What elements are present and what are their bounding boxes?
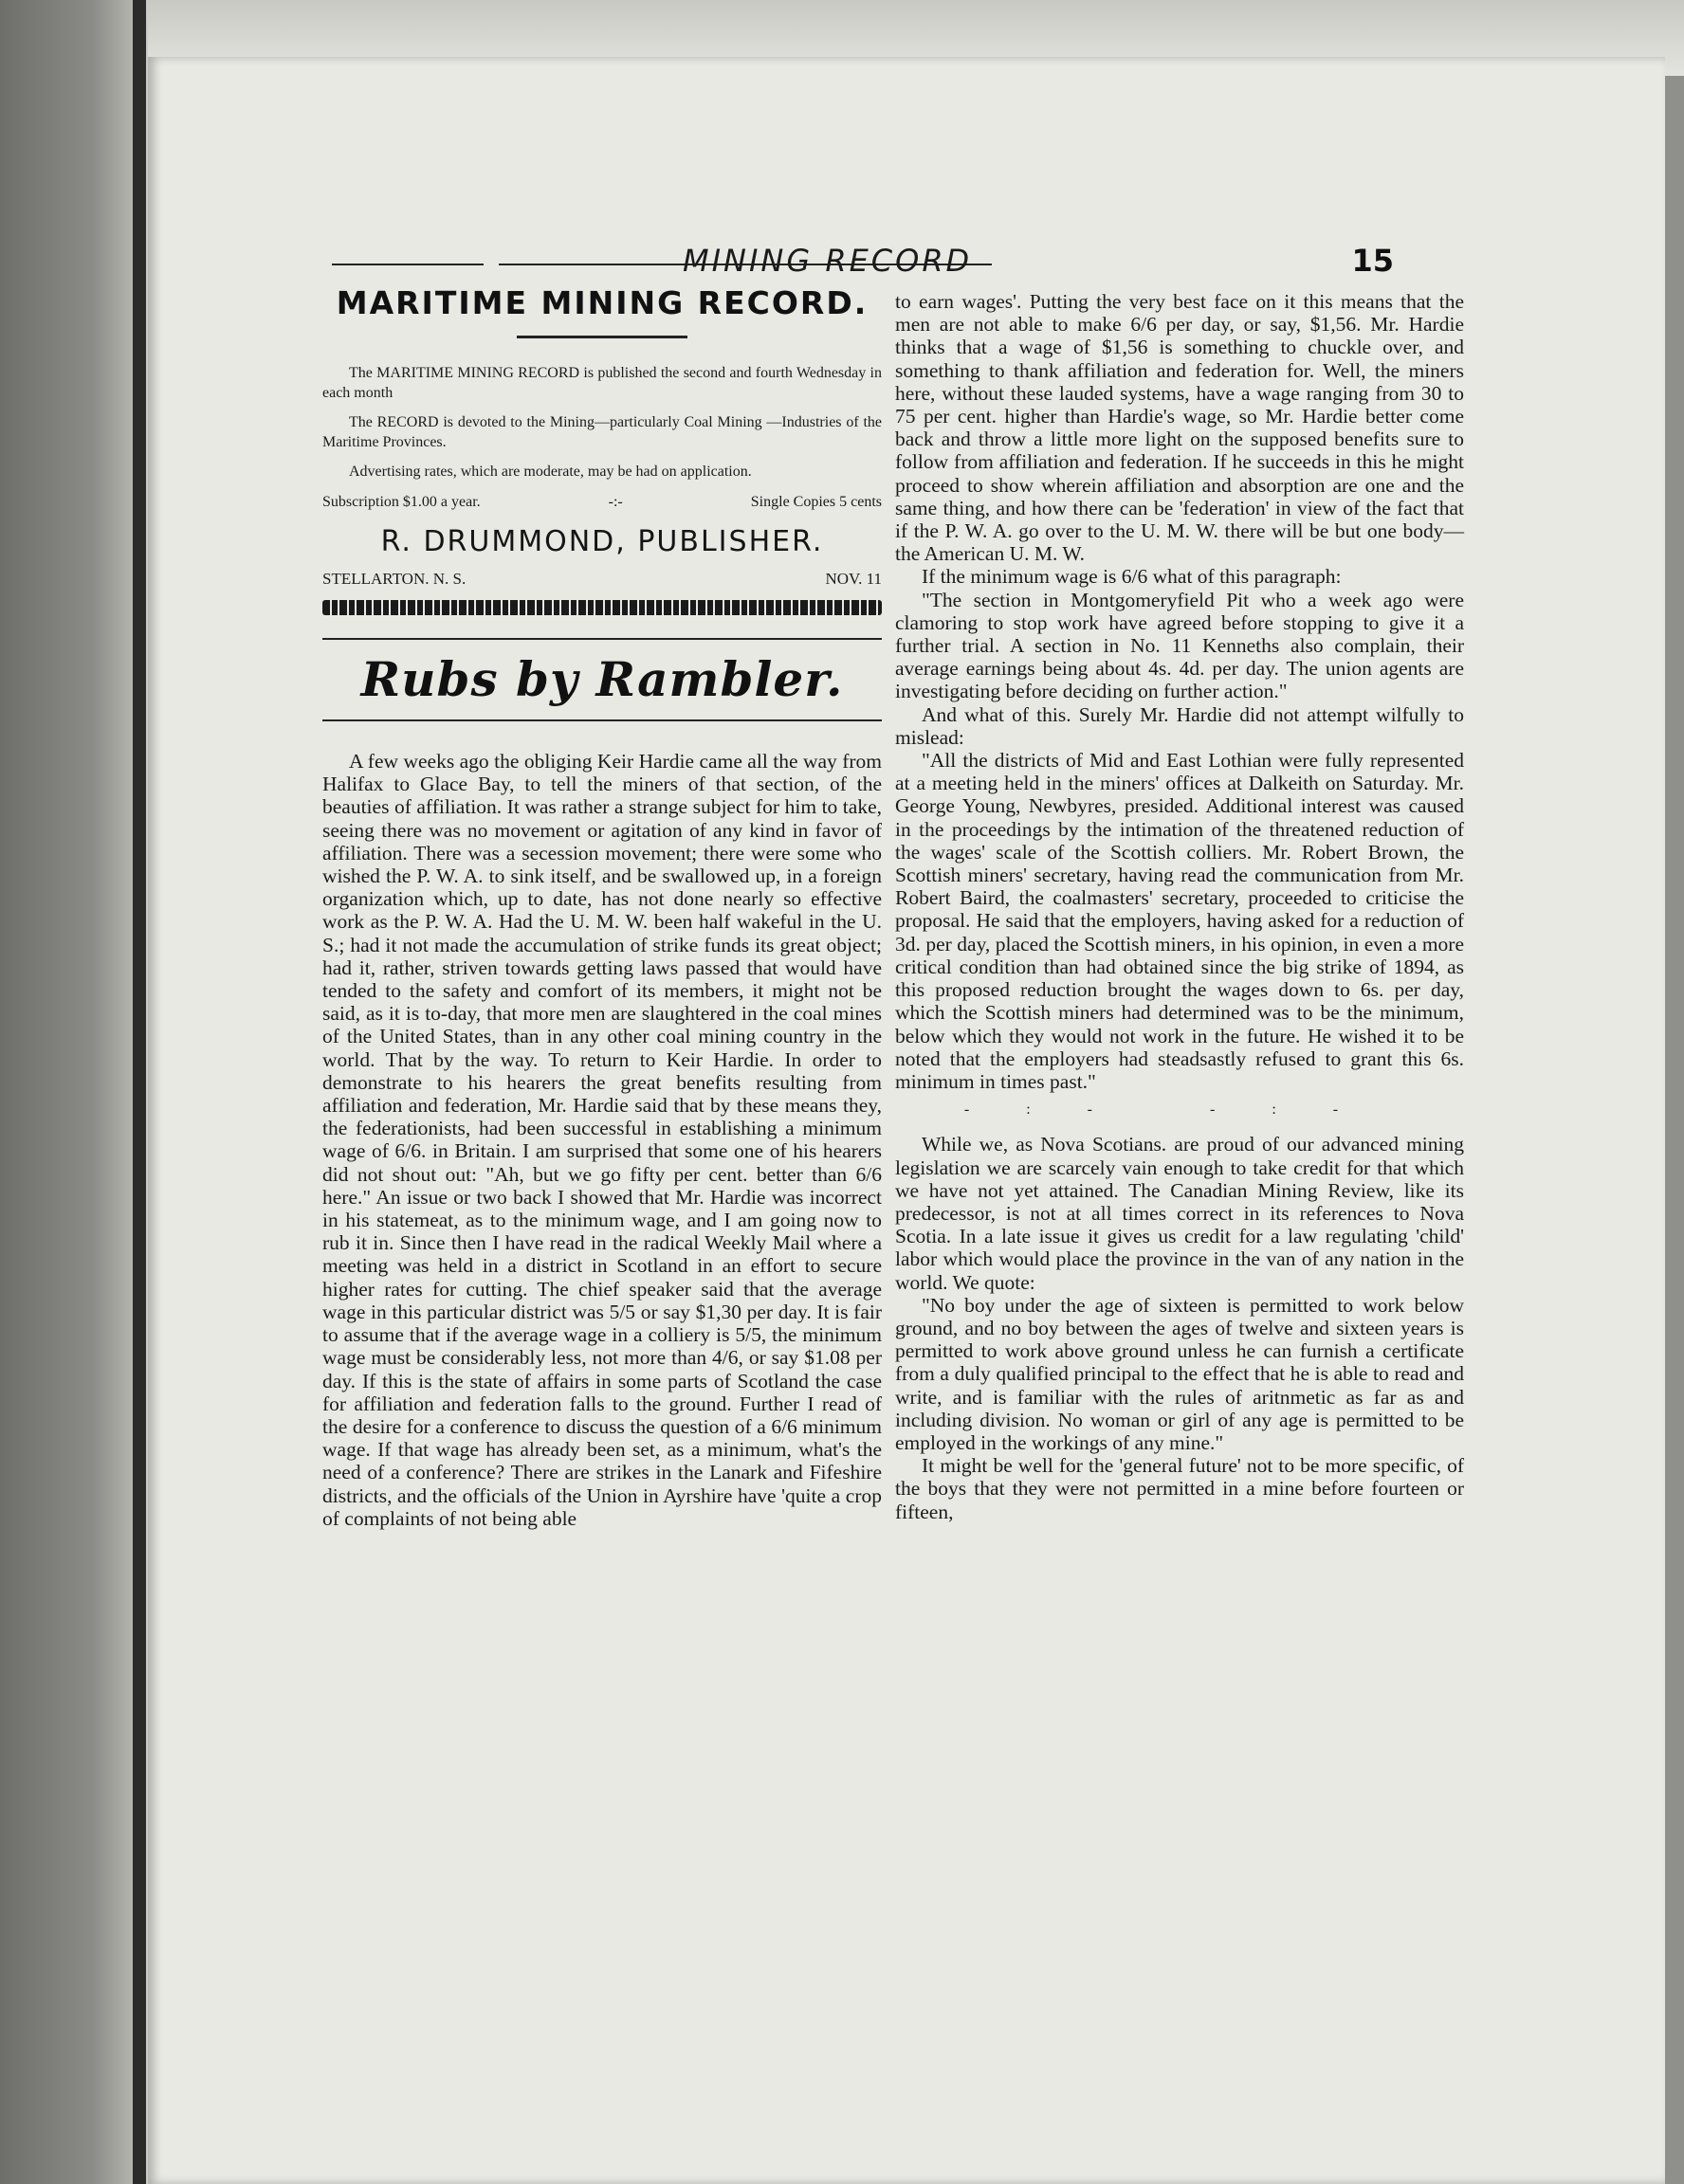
dateline [322,568,882,591]
place-text: STELLARTON. N. S. [322,569,467,588]
masthead-title: MARITIME MINING RECORD. [336,284,869,321]
left-column [322,284,882,1530]
page-number: 15 [1351,243,1394,279]
binding-edge [133,0,146,2184]
book-binding-shadow [0,0,152,2184]
article-paragraph: A few weeks ago the obliging Keir Hardie came all the way from Halifax to Glace Bay, to tell the miners of that section, of the beauties of affiliation. It was rather a strange subject for him to take, seeing there was no movement or agitation of any kind in favor of affiliation. There was a secession movement; there were some who wished the P. W. A. to sink itself, and be swallowed up, in a foreign organization which, up to date, has not done nearly so effective work as the P. W. A. Had the U. M. W. been half wakeful in the U. S.; had it not made the accumulation of strike funds its great object; had it, rather, striven towards getting laws passed that would have tended to the safety and comfort of its members, it might not be said, as it is to-day, that more men are slaughtered in the coal mines of the United States, than in any other coal mining country in the world. That by the way. To return to Keir Hardie. In order to demonstrate to his hearers the great benefits resulting from affiliation and federation, Mr. Hardie said that by these means they, the federationists, had been successful in establishing a minimum wage of 6/6. in Britain. I am surprised that some one of his hearers did not shout out: "Ah, but we go fifty per cent. better than 6/6 here." An issue or two back I showed that Mr. Hardie was incorrect in his statemeat, as to the minimum wage, and I am going now to rub it in. Since then I have read in the radical Weekly Mail where a meeting was held in a district in Scotland in an effort to secure higher rates for cutting. The chief speaker said that the average wage in this particular district was 5/5 or say $1,30 per day. It is fair to assume that if the average wage in a colliery is 5/5, the minimum wage must be considerably less, not more than 4/6, or say $1.08 per day. If this is the state of affairs in some parts of Scotland the case for affiliation and federation falls to the ground. Further I read of the desire for a conference to discuss the question of a 6/6 minimum wage. If that wage has already been set, as a minimum, what's the need of a conference? There are strikes in the Lanark and Fifeshire districts, and the officials of the Union in Ayrshire have 'quite a crop of complaints of not being able [322,750,882,1530]
column-title: Rubs by Rambler. [360,650,844,707]
running-header [332,243,1394,281]
header-rule-left [332,264,484,265]
quoted-paragraph: "No boy under the age of sixteen is permitted to work below ground, and no boy between the ages of twelve and sixteen years is permitted to work above ground unless he can furnish a certificate from a duly qualified principal to the effect that he is able to read and write, and is familiar with the rules of aritnmetic as far as and including division. No woman or girl of any age is permitted to be employed in the workings of any mine." [895,1293,1464,1454]
date-text: NOV. 11 [825,569,882,588]
quoted-paragraph: "The section in Montgomeryfield Pit who a week ago were clamoring to stop work have agreed before stopping to give it a further trial. A section in No. 11 Kenneths also complain, their average earnings being about 4s. 4d. per day. The union agents are investigating before deciding on further action." [895,588,1464,703]
running-title: MINING RECORD [683,243,973,279]
notice-advertising: Advertising rates, which are moderate, may be had on application. [349,464,752,481]
subscription-text: Subscription $1.00 a year. [322,494,481,511]
subscription-divider: -:- [608,494,623,511]
column-title-rule-bottom [322,719,882,721]
article-paragraph: If the minimum wage is 6/6 what of this paragraph: [922,565,1342,589]
publisher-line: R. DRUMMOND, PUBLISHER. [380,525,824,559]
notice-devoted: The RECORD is devoted to the Mining—particularly Coal Mining —Industries of the Maritime Provinces. [322,414,882,451]
subscription-row [322,491,882,514]
quoted-paragraph: "All the districts of Mid and East Lothian were fully represented at a meeting held in the miners' offices at Dalkeith on Saturday. Mr. George Young, Newbyres, presided. Additional interest was caused in the proceedings by the intimation of the threatened reduction of the wages' scale of the Scottish colliers. Mr. Robert Brown, the Scottish miners' secretary, having read the communication from Mr. Robert Baird, the coalmasters' secretary, proceeded to criticise the proposal. He said that the employers, having asked for a reduction of 3d. per day, placed the Scottish miners, in his opinion, in even a more critical condition than had obtained since the big strike of 1894, as this proposed reduction brought the wages down to 6s. per day, which the Scottish miners had determined was to be the minimum, below which they would not work in the future. He wished it to be noted that the employers had steadsastly refused to grant this 6s. minimum in times past." [895,749,1464,1093]
column-title-rule-top [322,638,882,640]
ornamental-rule [322,600,882,615]
article-paragraph: While we, as Nova Scotians. are proud of our advanced mining legislation we are scarcely vain enough to take credit for that which we have not yet attained. The Canadian Mining Review, like its predecessor, is not at all times correct in its references to Nova Scotia. In a late issue it gives us credit for a law regulating 'child' labor which would place the province in the van of any nation in the world. We quote: [895,1133,1464,1294]
masthead-rule [517,336,687,338]
notice-published: The MARITIME MINING RECORD is published the second and fourth Wednesday in each month [322,365,882,402]
right-column [895,290,1464,1523]
article-paragraph: to earn wages'. Putting the very best face on it this means that the men are not able to make 6/6 per day, or say, $1,56. Mr. Hardie thinks that a wage of $1,56 is something to chuckle over, and something to thank affiliation and federation for. Well, the miners here, without these lauded systems, have a wage ranging from 30 to 75 per cent. higher than Hardie's wage, so Mr. Hardie better come back and throw a little more light on the supposed benefits sure to follow from affiliation and federation. If he succeeds in this he might proceed to show wherein affiliation and absorption are one and the same thing, and how there can be 'federation' in view of the fact that if the P. W. A. go over to the U. M. W. there will be but one body—the American U. M. W. [895,290,1464,566]
article-paragraph: It might be well for the 'general future' not to be more specific, of the boys that they were not permitted in a mine before fourteen or fifteen, [895,1454,1464,1523]
article-paragraph: And what of this. Surely Mr. Hardie did not attempt wilfully to mislead: [895,702,1464,749]
single-copies-text: Single Copies 5 cents [750,494,882,511]
section-divider: -:- -:- [963,1101,1396,1119]
